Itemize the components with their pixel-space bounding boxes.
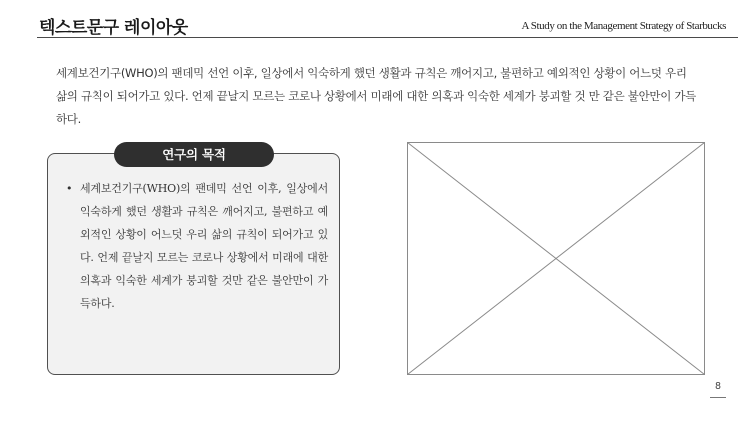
objective-list bbox=[66, 177, 328, 315]
header-subtitle: A Study on the Management Strategy of Starbucks bbox=[521, 20, 726, 32]
objective-item bbox=[66, 177, 328, 315]
objective-item-text: 세계보건기구(WHO)의 팬데믹 선언 이후, 일상에서 익숙하게 했던 생활과 규칙은 깨어지고, 불편하고 예외적인 상황이 어느덧 우리 삶의 규칙이 되어가고 있다. 언제 끝날지 모르는 코로나 상황에서 미래에 대한 의혹과 익숙한 세계가 붕괴할 것만 같은 불안만이 가득하다. bbox=[80, 182, 328, 310]
page-number: 8 bbox=[714, 381, 722, 392]
page-title: 텍스트문구 레이아웃 bbox=[39, 18, 188, 38]
objective-heading: 연구의 목적 bbox=[114, 142, 274, 167]
page-number-underline bbox=[710, 397, 726, 398]
header-divider bbox=[37, 37, 738, 38]
image-placeholder bbox=[407, 142, 705, 375]
intro-paragraph: 세계보건기구(WHO)의 팬데믹 선언 이후, 일상에서 익숙하게 했던 생활과 규칙은 깨어지고, 불편하고 예외적인 상황이 어느덧 우리 삶의 규칙이 되어가고 있다. 언제 끝날지 모르는 코로나 상황에서 미래에 대한 의혹과 익숙한 세계가 붕괴할 것 만 같은 불안만이 가득하다. bbox=[56, 66, 696, 126]
bullet-icon: • bbox=[66, 182, 73, 195]
image-placeholder-icon bbox=[407, 142, 705, 375]
